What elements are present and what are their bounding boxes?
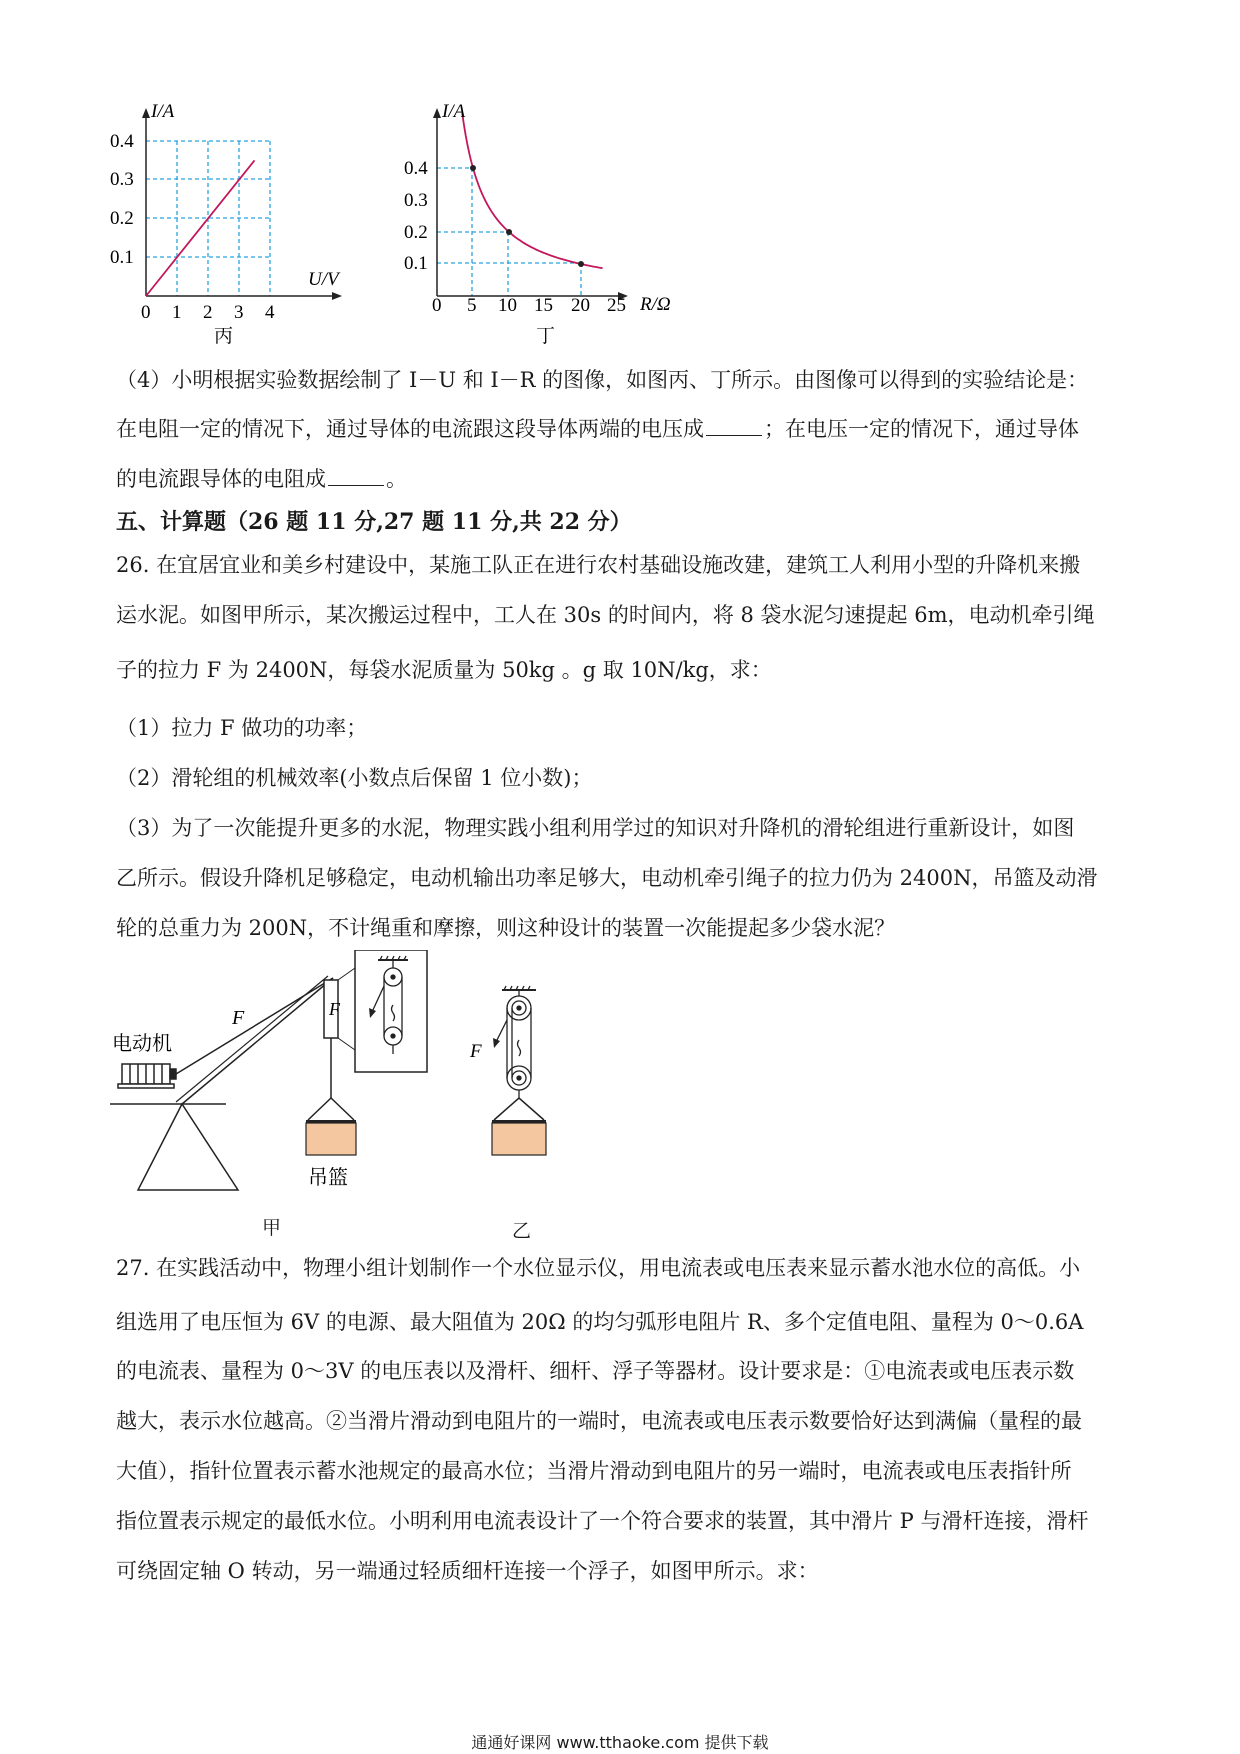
yi-force-arrow [493,1020,507,1048]
graph-bing-y-label: I/A [151,101,175,122]
yi-pulley-system [502,986,536,1098]
q4-line-3-a: 的电流跟导体的电阻成 [116,467,326,491]
graph-ding-x-label: R/Ω [640,294,671,315]
q4-line-2-a: 在电阻一定的情况下，通过导体的电流跟这段导体两端的电压成 [116,417,704,441]
motor-icon [118,1064,176,1088]
graph-ding-point [506,229,512,235]
graph-ding-y-tick: 0.2 [404,222,428,243]
graph-ding-x-tick: 0 [432,295,442,316]
figure-yi [462,980,572,1180]
graph-ding-points [470,165,584,267]
boom-upper [182,978,333,1104]
section-5-heading: 五、计算题（26 题 11 分,27 题 11 分,共 22 分） [116,509,632,535]
answer-blank-1[interactable] [706,417,762,436]
q26-sub-3-line-1: （3）为了一次能提升更多的水泥，物理实践小组利用学过的知识对升降机的滑轮组进行重新设计，如图 [116,816,1075,840]
answer-blank-2[interactable] [328,467,384,486]
inset-force-label: F [329,999,340,1019]
graph-bing-caption: 丙 [214,326,234,347]
q27-line-5: 大值），指针位置表示蓄水池规定的最高水位；当滑片滑动到电阻片的另一端时，电流表或电压表指针所 [116,1459,1072,1483]
inset-callout [338,1038,355,1050]
q27-line-3: 的电流表、量程为 0～3V 的电压表以及滑杆、细杆、浮子等器材。设计要求是：①电流表或电压表示数 [116,1359,1075,1383]
graph-bing-x-tick: 1 [172,302,182,323]
q27-line-7: 可绕固定轴 O 转动，另一端通过轻质细杆连接一个浮子，如图甲所示。求： [116,1559,819,1583]
rope [176,978,333,1074]
q27-line-6: 指位置表示规定的最低水位。小明利用电流表设计了一个符合要求的装置，其中滑片 P 与滑杆连接，滑杆 [116,1509,1089,1533]
q27-line-2: 组选用了电压恒为 6V 的电源、最大阻值为 20Ω 的均匀弧形电阻片 R、多个定值电阻、量程为 0～0.6A [116,1310,1084,1334]
figure-jia-caption: 甲 [262,1217,282,1239]
motor-label: 电动机 [112,1033,172,1055]
q26-line-2: 运水泥。如图甲所示，某次搬运过程中，工人在 30s 的时间内，将 8 袋水泥匀速提起 6m，电动机牵引绳 [116,603,1095,627]
graph-ding-x-tick: 5 [467,295,477,316]
yi-force-label: F [470,1041,482,1062]
graph-bing [110,100,350,350]
inset-callout [338,968,355,980]
graph-bing-x-tick: 4 [265,302,275,323]
figure-yi-caption: 乙 [512,1220,532,1242]
q4-line-2-b: ；在电压一定的情况下，通过导体 [764,417,1079,441]
q26-sub-1: （1）拉力 F 做功的功率； [116,716,368,740]
graph-ding-y-label: I/A [442,101,466,122]
graph-ding-point [470,165,476,171]
basket-cement [306,1123,356,1155]
graph-bing-x-tick: 0 [141,302,151,323]
graph-bing-y-tick: 0.4 [110,131,134,152]
q27-line-1: 27. 在实践活动中，物理小组计划制作一个水位显示仪，用电流表或电压表来显示蓄水池水位的高低。小 [116,1256,1081,1280]
graph-bing-x-label: U/V [308,269,339,290]
graph-bing-x-tick: 2 [203,302,213,323]
q4-line-3 [116,467,1126,491]
q27-line-4: 越大，表示水位越高。②当滑片滑动到电阻片的一端时，电流表或电压表示数要恰好达到满偏（量程的最 [116,1409,1082,1433]
graph-ding-x-tick: 10 [498,295,517,316]
q4-line-1: （4）小明根据实验数据绘制了 I－U 和 I－R 的图像，如图丙、丁所示。由图像可以得到的实验结论是： [116,368,1089,392]
boom-lower [176,976,328,1102]
yi-basket-hanger [494,1098,544,1120]
q4-line-3-b: 。 [386,467,407,491]
q26-line-1: 26. 在宜居宜业和美乡村建设中，某施工队正在进行农村基础设施改建，建筑工人利用小型的升降机来搬 [116,553,1081,577]
q4-line-2 [116,417,1126,441]
graph-ding-y-arrow [433,108,441,118]
graph-ding-y-tick: 0.3 [404,190,428,211]
graph-bing-y-tick: 0.2 [110,208,134,229]
basket-label: 吊篮 [308,1167,348,1189]
graph-ding-y-tick: 0.1 [404,253,428,274]
graph-ding-x-tick: 25 [607,295,626,316]
q26-sub-3-line-3: 轮的总重力为 200N，不计绳重和摩擦，则这种设计的装置一次能提起多少袋水泥？ [116,916,896,940]
support-triangle [138,1104,238,1190]
graph-ding-point [578,261,584,267]
q26-line-3: 子的拉力 F 为 2400N，每袋水泥质量为 50kg 。g 取 10N/kg，求： [116,658,772,682]
graph-bing-x-arrow [332,292,342,300]
graph-bing-x-tick: 3 [234,302,244,323]
q26-sub-3-line-2: 乙所示。假设升降机足够稳定，电动机输出功率足够大，电动机牵引绳子的拉力仍为 2400N，吊篮及动滑 [116,866,1098,890]
force-label: F [232,1007,245,1029]
graph-ding-x-tick: 15 [534,295,553,316]
q26-sub-2: （2）滑轮组的机械效率(小数点后保留 1 位小数)； [116,766,593,790]
graph-ding-x-tick: 20 [571,295,590,316]
basket-hanger [308,1098,354,1120]
yi-basket-cement [492,1123,546,1155]
graph-ding [400,100,690,350]
graph-bing-data-line [146,160,255,296]
graph-bing-y-tick: 0.1 [110,247,134,268]
graph-ding-curve [462,113,602,268]
graph-bing-y-tick: 0.3 [110,169,134,190]
graph-ding-caption: 丁 [536,326,556,347]
graph-ding-y-tick: 0.4 [404,158,428,179]
footer-watermark: 通通好课网 www.tthaoke.com 提供下载 [471,1733,769,1752]
figure-jia [110,950,450,1240]
graph-bing-y-arrow [142,108,150,118]
